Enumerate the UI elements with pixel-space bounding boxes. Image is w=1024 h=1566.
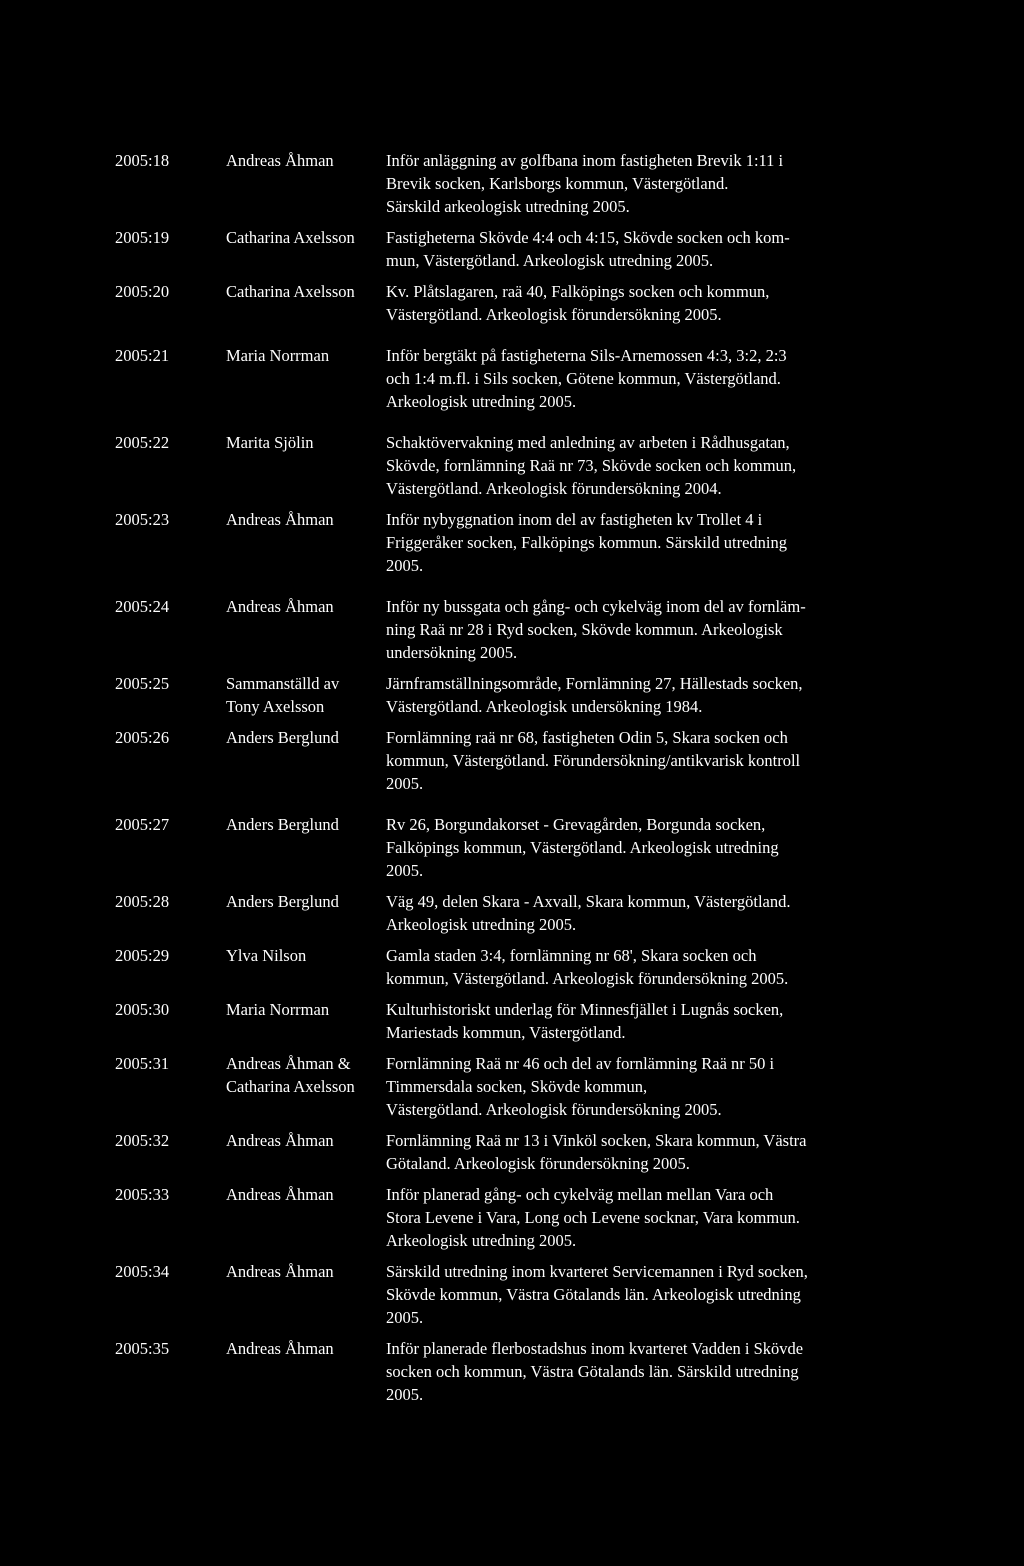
- report-description: [386, 431, 875, 500]
- report-number: 2005:23: [115, 510, 170, 529]
- report-author: [226, 149, 386, 172]
- report-description: [386, 344, 875, 413]
- description-line: Arkeologisk utredning 2005.: [386, 915, 577, 934]
- description-line: Västergötland. Arkeologisk förundersökning 2005.: [386, 1100, 722, 1119]
- list-item: [115, 149, 875, 218]
- list-item: [115, 944, 875, 990]
- report-number: 2005:19: [115, 228, 170, 247]
- report-number: 2005:27: [115, 815, 170, 834]
- report-listing: [115, 149, 875, 1414]
- report-number: 2005:26: [115, 728, 170, 747]
- report-description: [386, 1260, 875, 1329]
- report-description: [386, 595, 875, 664]
- list-item: [115, 595, 875, 664]
- description-line: undersökning 2005.: [386, 643, 518, 662]
- description-line: Rv 26, Borgundakorset - Grevagården, Borgunda socken,: [386, 815, 766, 834]
- author-line: Maria Norrman: [226, 1000, 330, 1019]
- report-description: [386, 944, 875, 990]
- report-author: [226, 890, 386, 913]
- author-line: Andreas Åhman: [226, 1339, 334, 1358]
- report-number: 2005:18: [115, 151, 170, 170]
- description-line: Inför planerade flerbostadshus inom kvarteret Vadden i Skövde: [386, 1339, 804, 1358]
- report-number: 2005:28: [115, 892, 170, 911]
- description-line: Järnframställningsområde, Fornlämning 27, Hällestads socken,: [386, 674, 803, 693]
- report-number: 2005:31: [115, 1054, 170, 1073]
- description-line: 2005.: [386, 774, 424, 793]
- list-item: [115, 672, 875, 718]
- description-line: Inför bergtäkt på fastigheterna Sils-Arnemossen 4:3, 3:2, 2:3: [386, 346, 787, 365]
- list-item: [115, 726, 875, 795]
- description-line: Väg 49, delen Skara - Axvall, Skara kommun, Västergötland.: [386, 892, 791, 911]
- report-description: [386, 998, 875, 1044]
- author-line: Anders Berglund: [226, 728, 339, 747]
- list-item: [115, 813, 875, 882]
- description-line: och 1:4 m.fl. i Sils socken, Götene kommun, Västergötland.: [386, 369, 781, 388]
- author-line: Maria Norrman: [226, 346, 330, 365]
- report-author: [226, 998, 386, 1021]
- description-line: Stora Levene i Vara, Long och Levene socknar, Vara kommun.: [386, 1208, 800, 1227]
- list-item: [115, 1052, 875, 1121]
- author-line: Sammanställd av: [226, 674, 340, 693]
- description-line: Kv. Plåtslagaren, raä 40, Falköpings socken och kommun,: [386, 282, 770, 301]
- description-line: Schaktövervakning med anledning av arbeten i Rådhusgatan,: [386, 433, 790, 452]
- report-author: [226, 813, 386, 836]
- description-line: Västergötland. Arkeologisk förundersökning 2004.: [386, 479, 722, 498]
- list-item: [115, 1260, 875, 1329]
- report-number: 2005:34: [115, 1262, 170, 1281]
- report-author: [226, 595, 386, 618]
- report-description: [386, 813, 875, 882]
- description-line: Götaland. Arkeologisk förundersökning 2005.: [386, 1154, 690, 1173]
- report-description: [386, 890, 875, 936]
- author-line: Tony Axelsson: [226, 697, 325, 716]
- author-line: Andreas Åhman: [226, 1185, 334, 1204]
- report-description: [386, 226, 875, 272]
- description-line: ning Raä nr 28 i Ryd socken, Skövde kommun. Arkeologisk: [386, 620, 783, 639]
- report-number: 2005:21: [115, 346, 170, 365]
- report-description: [386, 149, 875, 218]
- author-line: Catharina Axelsson: [226, 1077, 355, 1096]
- list-item: [115, 280, 875, 326]
- report-number: 2005:20: [115, 282, 170, 301]
- author-line: Marita Sjölin: [226, 433, 314, 452]
- report-description: [386, 726, 875, 795]
- report-author: [226, 508, 386, 531]
- report-number: 2005:32: [115, 1131, 170, 1150]
- description-line: Friggeråker socken, Falköpings kommun. Särskild utredning: [386, 533, 787, 552]
- description-line: 2005.: [386, 861, 424, 880]
- report-number: 2005:29: [115, 946, 170, 965]
- report-author: [226, 226, 386, 249]
- list-item: [115, 890, 875, 936]
- list-item: [115, 344, 875, 413]
- report-number: 2005:33: [115, 1185, 170, 1204]
- description-line: Inför nybyggnation inom del av fastigheten kv Trollet 4 i: [386, 510, 763, 529]
- author-line: Ylva Nilson: [226, 946, 307, 965]
- description-line: socken och kommun, Västra Götalands län. Särskild utredning: [386, 1362, 799, 1381]
- author-line: Andreas Åhman &: [226, 1054, 351, 1073]
- report-number: 2005:25: [115, 674, 170, 693]
- list-item: [115, 431, 875, 500]
- report-number: 2005:22: [115, 433, 170, 452]
- description-line: Skövde kommun, Västra Götalands län. Arkeologisk utredning: [386, 1285, 801, 1304]
- report-author: [226, 1260, 386, 1283]
- list-item: [115, 1183, 875, 1252]
- report-number: 2005:30: [115, 1000, 170, 1019]
- report-description: [386, 1129, 875, 1175]
- description-line: mun, Västergötland. Arkeologisk utredning 2005.: [386, 251, 714, 270]
- author-line: Catharina Axelsson: [226, 228, 355, 247]
- author-line: Andreas Åhman: [226, 151, 334, 170]
- author-line: Anders Berglund: [226, 815, 339, 834]
- list-item: [115, 1337, 875, 1406]
- report-author: [226, 280, 386, 303]
- description-line: Skövde, fornlämning Raä nr 73, Skövde socken och kommun,: [386, 456, 797, 475]
- report-author: [226, 944, 386, 967]
- report-author: [226, 1183, 386, 1206]
- description-line: Västergötland. Arkeologisk förundersökning 2005.: [386, 305, 722, 324]
- report-author: [226, 672, 386, 718]
- description-line: Fornlämning Raä nr 46 och del av fornlämning Raä nr 50 i: [386, 1054, 775, 1073]
- report-description: [386, 1052, 875, 1121]
- report-author: [226, 344, 386, 367]
- description-line: Särskild arkeologisk utredning 2005.: [386, 197, 630, 216]
- report-description: [386, 1183, 875, 1252]
- report-author: [226, 431, 386, 454]
- report-author: [226, 1052, 386, 1098]
- description-line: Brevik socken, Karlsborgs kommun, Västergötland.: [386, 174, 729, 193]
- description-line: Fornlämning raä nr 68, fastigheten Odin 5, Skara socken och: [386, 728, 788, 747]
- description-line: Västergötland. Arkeologisk undersökning 1984.: [386, 697, 703, 716]
- description-line: 2005.: [386, 1385, 424, 1404]
- author-line: Andreas Åhman: [226, 1131, 334, 1150]
- list-item: [115, 1129, 875, 1175]
- description-line: 2005.: [386, 1308, 424, 1327]
- list-item: [115, 508, 875, 577]
- report-author: [226, 1337, 386, 1360]
- author-line: Andreas Åhman: [226, 510, 334, 529]
- description-line: Arkeologisk utredning 2005.: [386, 392, 577, 411]
- description-line: kommun, Västergötland. Arkeologisk förundersökning 2005.: [386, 969, 789, 988]
- author-line: Andreas Åhman: [226, 1262, 334, 1281]
- report-author: [226, 1129, 386, 1152]
- description-line: Falköpings kommun, Västergötland. Arkeologisk utredning: [386, 838, 779, 857]
- description-line: Kulturhistoriskt underlag för Minnesfjället i Lugnås socken,: [386, 1000, 784, 1019]
- report-description: [386, 1337, 875, 1406]
- description-line: Fornlämning Raä nr 13 i Vinköl socken, Skara kommun, Västra: [386, 1131, 807, 1150]
- report-author: [226, 726, 386, 749]
- description-line: 2005.: [386, 556, 424, 575]
- report-description: [386, 672, 875, 718]
- report-number: 2005:24: [115, 597, 170, 616]
- description-line: Inför ny bussgata och gång- och cykelväg inom del av fornläm-: [386, 597, 806, 616]
- author-line: Anders Berglund: [226, 892, 339, 911]
- author-line: Catharina Axelsson: [226, 282, 355, 301]
- description-line: Inför planerad gång- och cykelväg mellan mellan Vara och: [386, 1185, 774, 1204]
- description-line: Inför anläggning av golfbana inom fastigheten Brevik 1:11 i: [386, 151, 784, 170]
- report-description: [386, 280, 875, 326]
- description-line: Mariestads kommun, Västergötland.: [386, 1023, 626, 1042]
- description-line: kommun, Västergötland. Förundersökning/antikvarisk kontroll: [386, 751, 801, 770]
- list-item: [115, 998, 875, 1044]
- description-line: Särskild utredning inom kvarteret Servicemannen i Ryd socken,: [386, 1262, 808, 1281]
- author-line: Andreas Åhman: [226, 597, 334, 616]
- report-number: 2005:35: [115, 1339, 170, 1358]
- description-line: Fastigheterna Skövde 4:4 och 4:15, Skövde socken och kom-: [386, 228, 790, 247]
- description-line: Gamla staden 3:4, fornlämning nr 68', Skara socken och: [386, 946, 757, 965]
- description-line: Arkeologisk utredning 2005.: [386, 1231, 577, 1250]
- report-description: [386, 508, 875, 577]
- description-line: Timmersdala socken, Skövde kommun,: [386, 1077, 648, 1096]
- list-item: [115, 226, 875, 272]
